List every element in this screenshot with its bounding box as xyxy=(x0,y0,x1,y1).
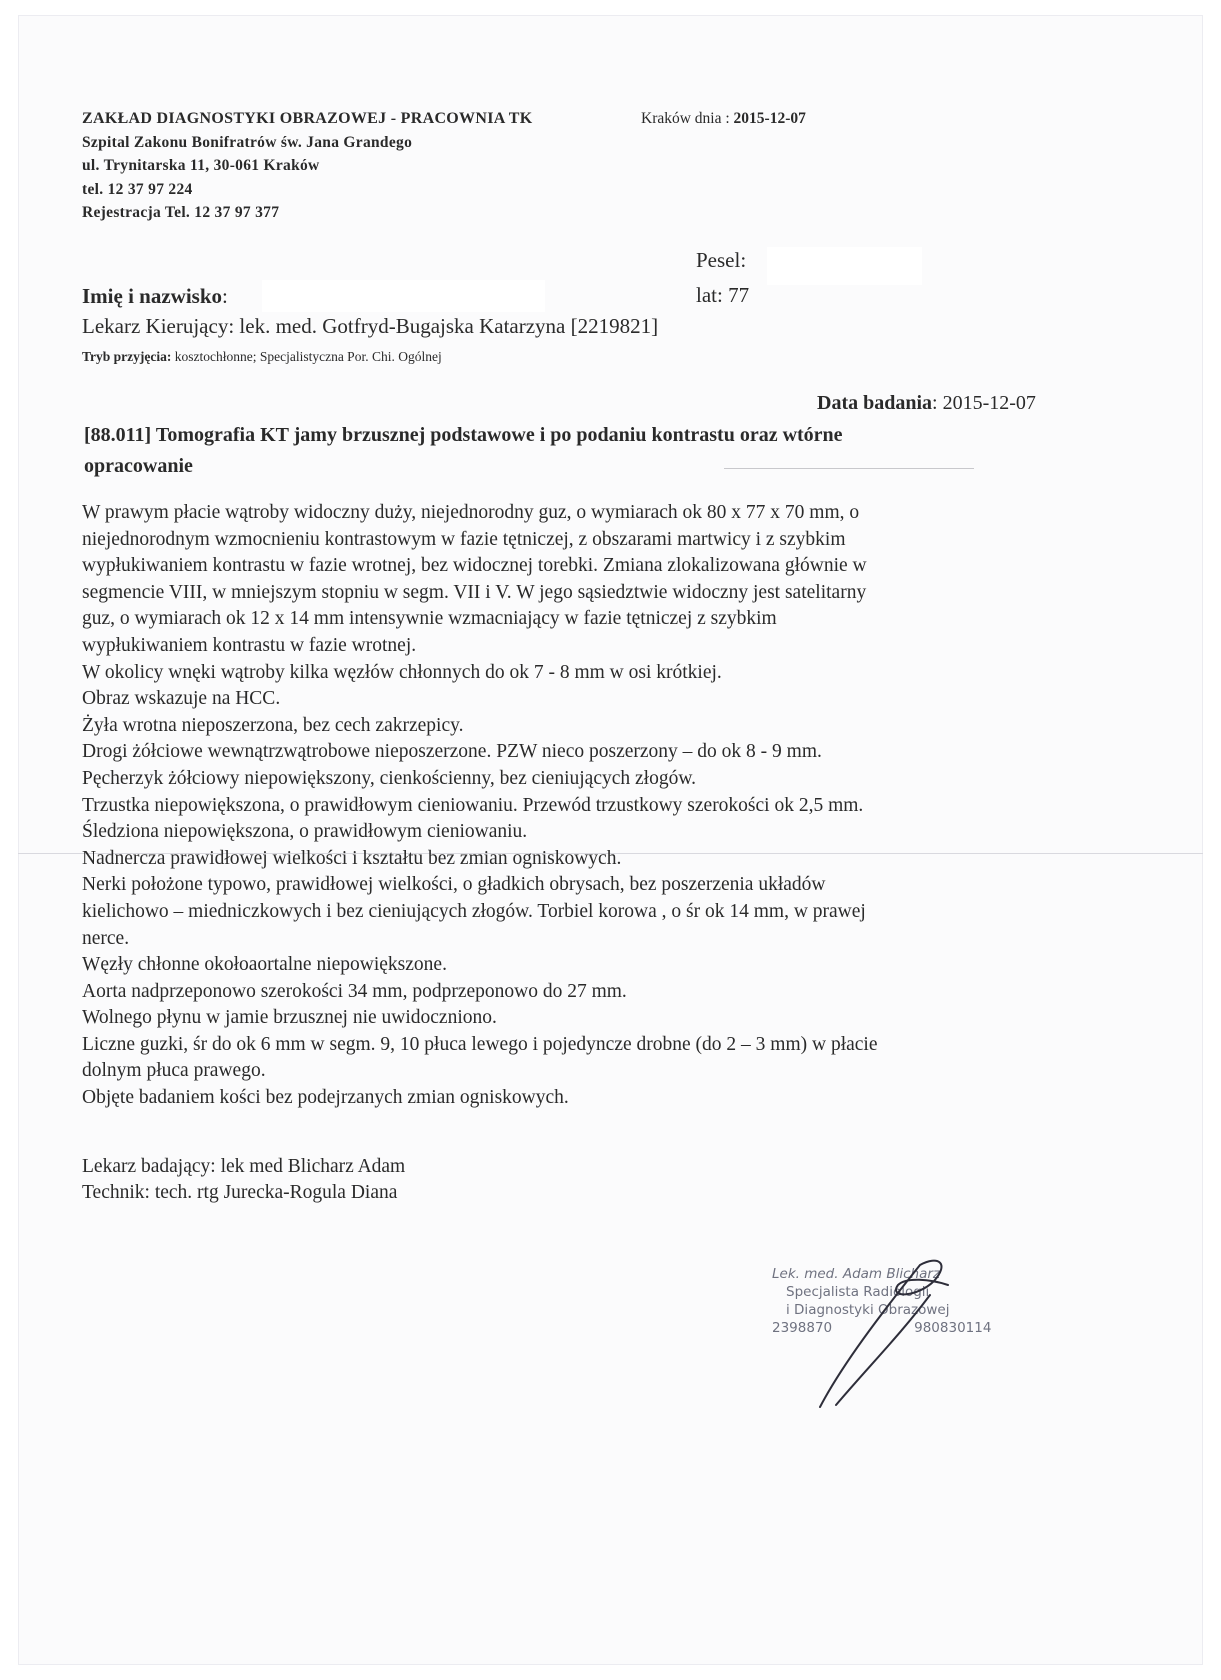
exam-date-label: Data badania xyxy=(817,392,933,414)
handwritten-signature xyxy=(780,1255,980,1415)
title-underline xyxy=(724,468,974,469)
examining-doctor: Lekarz badający: lek med Blicharz Adam xyxy=(82,1156,406,1177)
issue-date-label: Kraków dnia : xyxy=(641,110,734,127)
hospital-name: Szpital Zakonu Bonifratrów św. Jana Grandego xyxy=(82,134,413,151)
staff-block xyxy=(82,1154,405,1206)
patient-name-label-text: Imię i nazwisko xyxy=(82,284,223,308)
exam-title-line-1: [88.011] Tomografia KT jamy brzusznej podstawowe i po podaniu kontrastu oraz wtórne xyxy=(84,424,843,446)
report-line: Nadnercza prawidłowej wielkości i kształtu bez zmian ogniskowych. xyxy=(82,847,622,869)
patient-age: lat: 77 xyxy=(696,283,750,307)
stamp-line-1: Lek. med. Adam Blicharz xyxy=(772,1266,941,1282)
report-line: wypłukiwaniem kontrastu w fazie wrotnej, bez widocznej torebki. Zmiana zlokalizowana głównie w xyxy=(82,555,867,577)
hospital-phone: tel. 12 37 97 224 xyxy=(82,181,193,198)
report-line: Drogi żółciowe wewnątrzwątrobowe nieposzerzone. PZW nieco poszerzony – do ok 8 - 9 mm. xyxy=(82,741,822,763)
admission-mode-label: Tryb przyjęcia: xyxy=(82,349,172,364)
report-line: Trzustka niepowiększona, o prawidłowym cieniowaniu. Przewód trzustkowy szerokości ok 2,5 mm. xyxy=(82,794,864,816)
report-line: Objęte badaniem kości bez podejrzanych zmian ogniskowych. xyxy=(82,1087,569,1109)
exam-date-colon: : xyxy=(932,392,943,414)
report-line: W prawym płacie wątroby widoczny duży, niejednorodny guz, o wymiarach ok 80 x 77 x 70 mm, o xyxy=(82,502,860,523)
report-line: kielichowo – miedniczkowych i bez cieniujących złogów. Torbiel korowa , o śr ok 14 mm, w prawej xyxy=(82,900,866,922)
stamp-line-2: Specjalista Radiologii xyxy=(786,1284,930,1300)
report-line: Aorta nadprzeponowo szerokości 34 mm, podprzeponowo do 27 mm. xyxy=(82,980,627,1002)
admission-mode xyxy=(82,349,442,365)
referring-doctor: Lekarz Kierujący: lek. med. Gotfryd-Bugajska Katarzyna [2219821] xyxy=(82,314,659,338)
report-line: niejednorodnym wzmocnieniu kontrastowym w fazie tętniczej, z obszarami martwicy i z szybkim xyxy=(82,528,846,550)
registration-phone: Rejestracja Tel. 12 37 97 377 xyxy=(82,204,280,221)
report-line: segmencie VIII, w mniejszym stopniu w segm. VII i V. W jego sąsiedztwie widoczny jest satelitarny xyxy=(82,581,867,603)
report-line: dolnym płuca prawego. xyxy=(82,1060,266,1082)
report-line: nerce. xyxy=(82,927,130,949)
patient-name-redaction xyxy=(262,280,545,312)
issue-date-value: 2015-12-07 xyxy=(733,110,806,127)
admission-mode-value: kosztochłonne; Specjalistyczna Por. Chi. Ogólnej xyxy=(171,349,442,364)
exam-title-line-2: opracowanie xyxy=(84,455,193,477)
exam-title xyxy=(84,420,1044,482)
report-line: Żyła wrotna nieposzerzona, bez cech zakrzepicy. xyxy=(82,714,464,736)
issue-date xyxy=(641,110,806,128)
report-line: Śledziona niepowiększona, o prawidłowym cieniowaniu. xyxy=(82,821,528,843)
hospital-address: ul. Trynitarska 11, 30-061 Kraków xyxy=(82,157,320,174)
report-body xyxy=(82,500,878,1112)
pesel-redaction xyxy=(767,247,922,285)
patient-name-label-colon: : xyxy=(222,284,228,308)
report-line: Pęcherzyk żółciowy niepowiększony, cienkościenny, bez cieniujących złogów. xyxy=(82,767,697,789)
report-line: Obraz wskazuje na HCC. xyxy=(82,688,281,710)
stamp-line-3: i Diagnostyki Obrazowej xyxy=(786,1302,950,1318)
exam-date-value: 2015-12-07 xyxy=(942,392,1036,414)
report-line: Wolnego płynu w jamie brzusznej nie uwidoczniono. xyxy=(82,1007,497,1029)
report-line: Nerki położone typowo, prawidłowej wielkości, o gładkich obrysach, bez poszerzenia układów xyxy=(82,874,826,896)
stamp-number-right: 980830114 xyxy=(914,1320,992,1336)
report-line: Liczne guzki, śr do ok 6 mm w segm. 9, 10 płuca lewego i pojedyncze drobne (do 2 – 3 mm) w płacie xyxy=(82,1033,878,1055)
report-line: W okolicy wnęki wątroby kilka węzłów chłonnych do ok 7 - 8 mm w osi krótkiej. xyxy=(82,661,722,683)
report-line: Węzły chłonne okołoaortalne niepowiększone. xyxy=(82,954,447,976)
institution-name: ZAKŁAD DIAGNOSTYKI OBRAZOWEJ - PRACOWNIA TK xyxy=(82,110,533,127)
pesel-label: Pesel: xyxy=(696,248,747,272)
patient-name-label xyxy=(82,284,228,309)
report-line: wypłukiwaniem kontrastu w fazie wrotnej. xyxy=(82,634,417,656)
stamp-number-left: 2398870 xyxy=(772,1320,833,1336)
technician: Technik: tech. rtg Jurecka-Rogula Diana xyxy=(82,1182,398,1203)
report-line: guz, o wymiarach ok 12 x 14 mm intensywnie wzmacniający w fazie tętniczej z szybkim xyxy=(82,608,777,630)
exam-date xyxy=(817,392,1036,415)
